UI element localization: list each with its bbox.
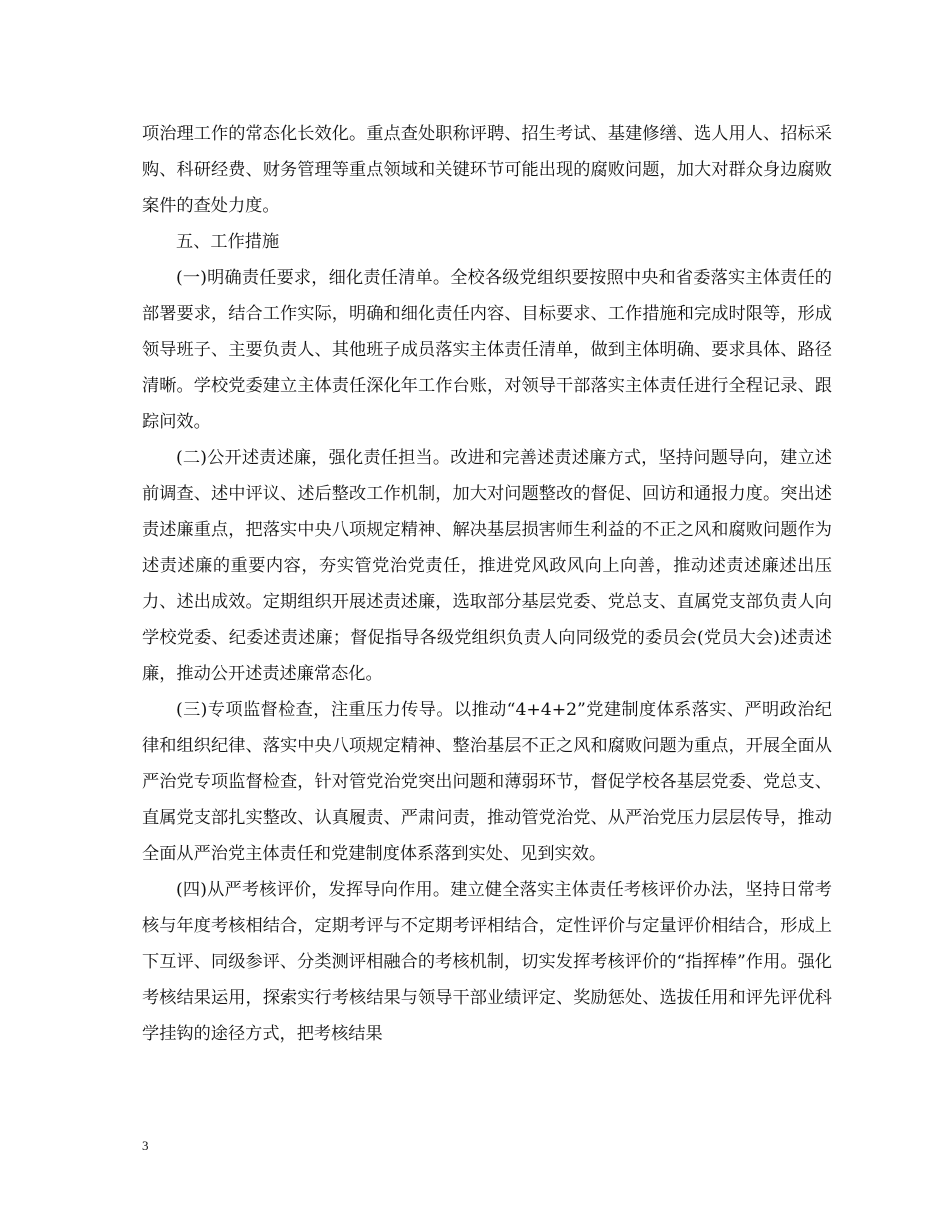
- paragraph-measure-1: (一)明确责任要求，细化责任清单。全校各级党组织要按照中央和省委落实主体责任的部署要求，结合工作实际，明确和细化责任内容、目标要求、工作措施和完成时限等，形成领导班子、主要负责人、其他班子成员落实主体责任清单，做到主体明确、要求具体、路径清晰。学校党委建立主体责任深化年工作台账，对领导干部落实主体责任进行全程记录、跟踪问效。: [142, 268, 832, 432]
- document-body: [142, 116, 832, 1052]
- paragraph-measure-3: (三)专项监督检查，注重压力传导。以推动“4+4+2”党建制度体系落实、严明政治纪律和组织纪律、落实中央八项规定精神、整治基层不正之风和腐败问题为重点，开展全面从严治党专项监督检查，针对管党治党突出问题和薄弱环节，督促学校各基层党委、党总支、直属党支部扎实整改、认真履责、严肃问责，推动管党治党、从严治党压力层层传导，推动全面从严治党主体责任和党建制度体系落到实处、见到实效。: [142, 700, 832, 864]
- paragraph-measure-2: (二)公开述责述廉，强化责任担当。改进和完善述责述廉方式，坚持问题导向，建立述前调查、述中评议、述后整改工作机制，加大对问题整改的督促、回访和通报力度。突出述责述廉重点，把落实中央八项规定精神、解决基层损害师生利益的不正之风和腐败问题作为述责述廉的重要内容，夯实管党治党责任，推进党风政风向上向善，推动述责述廉述出压力、述出成效。定期组织开展述责述廉，选取部分基层党委、党总支、直属党支部负责人向学校党委、纪委述责述廉；督促指导各级党组织负责人向同级党的委员会(党员大会)述责述廉，推动公开述责述廉常态化。: [142, 448, 832, 684]
- paragraph-measure-4: (四)从严考核评价，发挥导向作用。建立健全落实主体责任考核评价办法，坚持日常考核与年度考核相结合，定期考评与不定期考评相结合，定性评价与定量评价相结合，形成上下互评、同级参评、分类测评相融合的考核机制，切实发挥考核评价的“指挥棒”作用。强化考核结果运用，探索实行考核结果与领导干部业绩评定、奖励惩处、选拔任用和评先评优科学挂钩的途径方式，把考核结果: [142, 880, 832, 1044]
- page-number: 3: [142, 1138, 149, 1153]
- section-heading: 五、工作措施: [176, 232, 280, 252]
- paragraph-1: 项治理工作的常态化长效化。重点查处职称评聘、招生考试、基建修缮、选人用人、招标采购、科研经费、财务管理等重点领域和关键环节可能出现的腐败问题，加大对群众身边腐败案件的查处力度。: [142, 124, 832, 216]
